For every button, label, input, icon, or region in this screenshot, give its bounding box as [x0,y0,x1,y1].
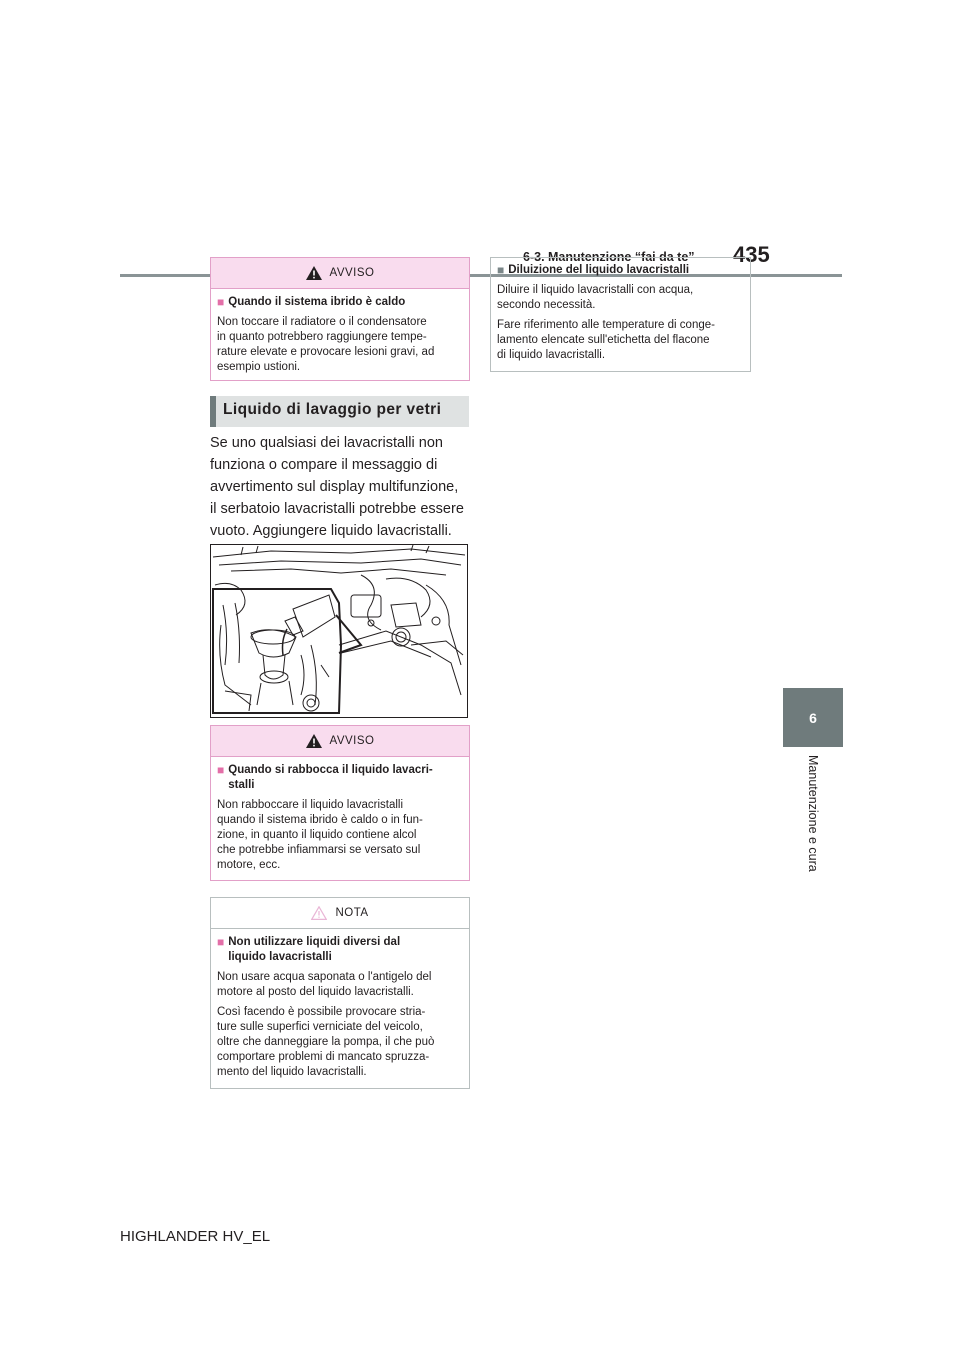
note-text-line: Così facendo è possibile provocare stria- [217,1006,426,1018]
chapter-number: 6 [809,709,817,726]
info-text-line: lamento elencate sull'etichetta del flacone [497,334,710,346]
info-text-line: Fare riferimento alle temperature di conge- [497,319,715,331]
warning-box-hot-system [210,257,470,381]
note-subheading: Non utilizzare liquidi diversi dal [228,936,401,948]
footer-model: HIGHLANDER HV_EL [120,1228,271,1245]
body-line: vuoto. Aggiungere liquido lavacristalli. [210,523,452,539]
warning-subheading: Quando si rabbocca il liquido lavacri- [228,764,433,776]
note-text-line: oltre che danneggiare la pompa, il che può [217,1036,435,1048]
warning-text-line: in quanto potrebbero raggiungere tempe- [217,331,427,343]
note-text-line: comportare problemi di mancato spruzza- [217,1051,430,1063]
page-number: 435 [733,242,770,267]
section-heading: Liquido di lavaggio per vetri [210,396,469,427]
note-text-line: mento del liquido lavacristalli. [217,1066,367,1078]
note-title: NOTA [335,907,369,919]
note-subheading: liquido lavacristalli [228,951,332,963]
warning-text-line: zione, in quanto il liquido contiene alcol [217,829,417,841]
chapter-title: Manutenzione e cura [806,755,820,872]
engine-bay-illustration [210,544,468,718]
warning-box-refill [210,725,470,881]
bullet-square-icon: ■ [217,935,225,949]
body-line: il serbatoio lavacristalli potrebbe essere [210,501,464,517]
warning-header [211,726,469,757]
warning-text-line: motore, ecc. [217,859,281,871]
washer-fluid-refill-illustration [211,545,467,717]
note-text-line: Non usare acqua saponata o l'antigelo del [217,971,432,983]
warning-title: AVVISO [329,735,375,747]
warning-text-line: che potrebbe infiammarsi se versato sul [217,844,421,856]
chapter-label [783,755,843,895]
note-box [210,897,470,1089]
warning-subheading: stalli [228,779,255,791]
warning-header [211,258,469,289]
body-line: funziona o compare il messaggio di [210,457,438,473]
info-text-line: secondo necessità. [497,299,596,311]
body-line: Se uno qualsiasi dei lavacristalli non [210,435,443,451]
warning-text-line: rature elevate e provocare lesioni gravi, ad [217,346,435,358]
warning-triangle-icon [306,734,322,748]
info-subheading: Diluizione del liquido lavacristalli [508,264,690,276]
section-title: 6-3. Manutenzione “fai da te” [523,250,695,264]
warning-triangle-icon [306,266,322,280]
body-paragraph [210,432,464,542]
info-text-line: di liquido lavacristalli. [497,349,606,361]
warning-text-line: Non toccare il radiatore o il condensatore [217,316,427,328]
note-text-line: motore al posto del liquido lavacristalli. [217,986,414,998]
body-line: avvertimento sul display multifunzione, [210,479,459,495]
warning-text-line: quando il sistema ibrido è caldo o in fun- [217,814,423,826]
bullet-square-icon: ■ [497,263,505,277]
bullet-square-icon: ■ [217,763,225,777]
chapter-tab [783,688,843,747]
warning-text-line: esempio ustioni. [217,361,301,373]
caution-triangle-outline-icon [311,906,327,920]
info-text-line: Diluire il liquido lavacristalli con acqua, [497,284,694,296]
warning-subheading: Quando il sistema ibrido è caldo [228,296,406,308]
note-header [211,898,469,929]
bullet-square-icon: ■ [217,295,225,309]
warning-title: AVVISO [329,267,375,279]
info-box-dilution [490,257,751,372]
note-text-line: ture sulle superfici verniciate del veicolo, [217,1021,423,1033]
warning-text-line: Non rabboccare il liquido lavacristalli [217,799,404,811]
